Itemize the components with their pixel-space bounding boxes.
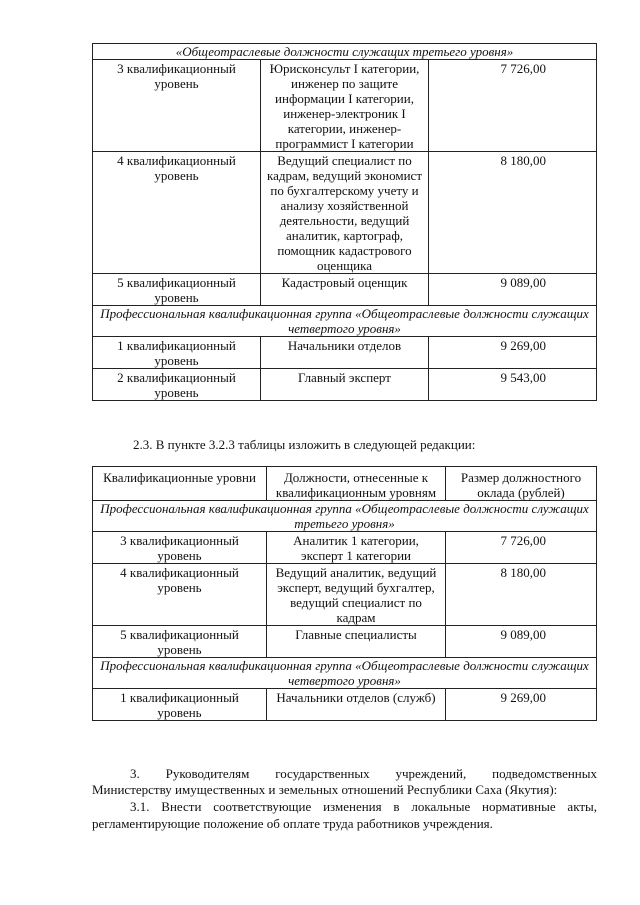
positions-cell: Ведущий специалист по кадрам, ведущий экономист по бухгалтерскому учету и анализу хозяйственной деятельности, ведущий аналитик, картограф, помощник кадастрового оценщика [261, 152, 429, 274]
group-title: Профессиональная квалификационная группа «Общеотраслевые должности служащих четвертого уровня» [93, 306, 597, 337]
table-row [93, 689, 597, 721]
paragraph-3-1-line2: регламентирующие положение об оплате труда работников учреждения. [92, 816, 493, 831]
header-salary: Размер должностного оклада (рублей) [446, 467, 597, 501]
salary-cell: 8 180,00 [429, 152, 597, 274]
header-levels: Квалификационные уровни [93, 467, 267, 501]
level-cell: 4 квалификационный уровень [93, 152, 261, 274]
table-row [93, 60, 597, 152]
group-row [93, 306, 597, 337]
positions-cell: Ведущий аналитик, ведущий эксперт, ведущий бухгалтер, ведущий специалист по кадрам [267, 564, 446, 626]
positions-cell: Начальники отделов (служб) [267, 689, 446, 721]
header-positions: Должности, отнесенные к квалификационным уровням [267, 467, 446, 501]
level-cell: 5 квалификационный уровень [93, 626, 267, 658]
group-title: Профессиональная квалификационная группа «Общеотраслевые должности служащих третьего уровня» [93, 501, 597, 532]
salary-table-1 [92, 43, 597, 401]
paragraph-2-3: 2.3. В пункте 3.2.3 таблицы изложить в следующей редакции: [133, 437, 476, 452]
level-cell: 2 квалификационный уровень [93, 369, 261, 401]
table-row [93, 564, 597, 626]
paragraph-3-line2: Министерству имущественных и земельных отношений Республики Саха (Якутия): [92, 782, 558, 797]
salary-cell: 9 269,00 [429, 337, 597, 369]
group-row [93, 44, 597, 60]
salary-table-2 [92, 466, 597, 721]
salary-cell: 7 726,00 [446, 532, 597, 564]
group-title: «Общеотраслевые должности служащих третьего уровня» [93, 44, 597, 60]
level-cell: 1 квалификационный уровень [93, 337, 261, 369]
paragraph-3-line1: 3. Руководителям государственных учреждений, подведомственных [130, 766, 597, 781]
salary-cell: 7 726,00 [429, 60, 597, 152]
paragraph-3-1-line1: 3.1. Внести соответствующие изменения в локальные нормативные акты, [130, 799, 597, 814]
salary-cell: 9 543,00 [429, 369, 597, 401]
table-row [93, 626, 597, 658]
level-cell: 3 квалификационный уровень [93, 532, 267, 564]
table-row [93, 369, 597, 401]
level-cell: 4 квалификационный уровень [93, 564, 267, 626]
positions-cell: Аналитик 1 категории, эксперт 1 категории [267, 532, 446, 564]
level-cell: 1 квалификационный уровень [93, 689, 267, 721]
group-row [93, 501, 597, 532]
table-row [93, 274, 597, 306]
group-row [93, 658, 597, 689]
salary-cell: 9 269,00 [446, 689, 597, 721]
positions-cell: Главные специалисты [267, 626, 446, 658]
level-cell: 3 квалификационный уровень [93, 60, 261, 152]
table-header-row [93, 467, 597, 501]
positions-cell: Главный эксперт [261, 369, 429, 401]
table-row [93, 532, 597, 564]
salary-cell: 9 089,00 [429, 274, 597, 306]
level-cell: 5 квалификационный уровень [93, 274, 261, 306]
group-title: Профессиональная квалификационная группа «Общеотраслевые должности служащих четвертого уровня» [93, 658, 597, 689]
salary-cell: 8 180,00 [446, 564, 597, 626]
salary-cell: 9 089,00 [446, 626, 597, 658]
table-row [93, 152, 597, 274]
positions-cell: Начальники отделов [261, 337, 429, 369]
positions-cell: Юрисконсульт I категории, инженер по защите информации I категории, инженер-электроник I категории, инженер-программист I категории [261, 60, 429, 152]
table-row [93, 337, 597, 369]
positions-cell: Кадастровый оценщик [261, 274, 429, 306]
